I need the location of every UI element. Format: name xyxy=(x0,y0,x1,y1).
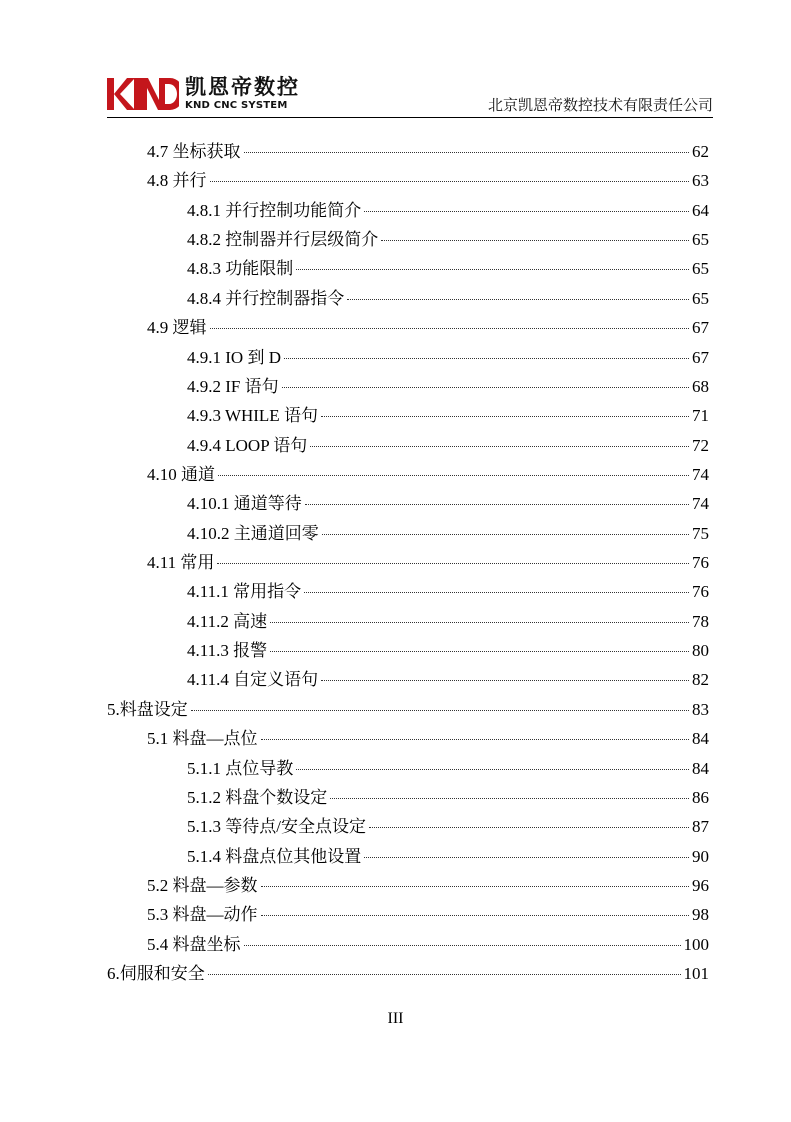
toc-entry-title: 5.1.2 料盘个数设定 xyxy=(187,787,328,807)
toc-entry-title: 4.9.2 IF 语句 xyxy=(187,376,279,396)
toc-entry-page: 71 xyxy=(692,406,709,426)
toc-entry[interactable] xyxy=(107,577,709,606)
toc-entry[interactable] xyxy=(107,900,709,929)
toc-dot-leader xyxy=(210,328,690,329)
toc-entry[interactable] xyxy=(107,372,709,401)
toc-dot-leader xyxy=(310,446,689,447)
toc-entry-title: 4.11.2 高速 xyxy=(187,611,268,631)
toc-entry[interactable] xyxy=(107,783,709,812)
toc-entry-page: 63 xyxy=(692,171,709,191)
toc-entry-title: 4.8.2 控制器并行层级简介 xyxy=(187,230,379,250)
toc-entry[interactable] xyxy=(107,930,709,959)
toc-entry-page: 68 xyxy=(692,376,709,396)
toc-dot-leader xyxy=(244,945,681,946)
toc-entry[interactable] xyxy=(107,548,709,577)
toc-entry-page: 82 xyxy=(692,670,709,690)
toc-entry-title: 4.10 通道 xyxy=(147,464,215,484)
toc-entry[interactable] xyxy=(107,225,709,254)
toc-entry-page: 75 xyxy=(692,523,709,543)
toc-entry[interactable] xyxy=(107,489,709,518)
toc-entry-page: 64 xyxy=(692,200,709,220)
header-divider xyxy=(107,117,713,118)
toc-dot-leader xyxy=(282,387,689,388)
toc-entry[interactable] xyxy=(107,196,709,225)
toc-dot-leader xyxy=(381,240,689,241)
toc-entry-page: 65 xyxy=(692,230,709,250)
toc-entry-title: 4.8.3 功能限制 xyxy=(187,259,294,279)
toc-dot-leader xyxy=(296,769,689,770)
toc-entry-page: 62 xyxy=(692,142,709,161)
toc-entry-title: 6.伺服和安全 xyxy=(107,964,205,984)
toc-entry[interactable] xyxy=(107,665,709,694)
toc-dot-leader xyxy=(191,710,689,711)
toc-entry-page: 72 xyxy=(692,435,709,455)
toc-entry-page: 83 xyxy=(692,699,709,719)
toc-entry-page: 67 xyxy=(692,347,709,367)
toc-entry-title: 4.8.4 并行控制器指令 xyxy=(187,288,345,308)
toc-dot-leader xyxy=(208,974,681,975)
toc-entry-title: 4.8 并行 xyxy=(147,171,207,191)
page-number: III xyxy=(387,1010,404,1027)
toc-dot-leader xyxy=(296,269,689,270)
toc-dot-leader xyxy=(321,416,689,417)
toc-entry[interactable] xyxy=(107,607,709,636)
toc-entry-title: 4.11 常用 xyxy=(147,553,215,573)
toc-entry[interactable] xyxy=(107,460,709,489)
toc-entry-title: 4.9 逻辑 xyxy=(147,318,207,338)
toc-dot-leader xyxy=(304,592,689,593)
toc-entry-title: 4.11.4 自定义语句 xyxy=(187,670,319,690)
toc-entry-page: 76 xyxy=(692,553,709,573)
page-header xyxy=(107,70,713,120)
toc-entry[interactable] xyxy=(107,137,709,166)
toc-entry-page: 101 xyxy=(683,964,709,984)
toc-entry[interactable] xyxy=(107,812,709,841)
knd-logo-icon xyxy=(107,76,179,112)
toc-entry-page: 84 xyxy=(692,729,709,749)
toc-entry-page: 65 xyxy=(692,259,709,279)
toc-entry-page: 84 xyxy=(692,758,709,778)
toc-dot-leader xyxy=(321,680,689,681)
toc-dot-leader xyxy=(217,563,689,564)
toc-entry-page: 87 xyxy=(692,817,709,837)
toc-dot-leader xyxy=(330,798,689,799)
toc-entry[interactable] xyxy=(107,695,709,724)
toc-entry-title: 4.11.3 报警 xyxy=(187,641,268,661)
toc-dot-leader xyxy=(210,181,690,182)
toc-dot-leader xyxy=(244,152,690,153)
toc-dot-leader xyxy=(369,827,689,828)
toc-entry-title: 5.1 料盘—点位 xyxy=(147,729,258,749)
toc-entry[interactable] xyxy=(107,431,709,460)
toc-entry-title: 4.10.1 通道等待 xyxy=(187,494,302,514)
toc-entry-page: 74 xyxy=(692,494,709,514)
toc-entry-title: 4.9.3 WHILE 语句 xyxy=(187,406,318,426)
toc-entry[interactable] xyxy=(107,401,709,430)
toc-dot-leader xyxy=(218,475,689,476)
toc-dot-leader xyxy=(261,739,690,740)
toc-entry-title: 5.1.4 料盘点位其他设置 xyxy=(187,846,362,866)
toc-entry-page: 80 xyxy=(692,641,709,661)
toc-entry[interactable] xyxy=(107,284,709,313)
toc-entry-title: 5.1.3 等待点/安全点设定 xyxy=(187,817,366,837)
toc-dot-leader xyxy=(347,299,689,300)
toc-entry-title: 4.9.1 IO 到 D xyxy=(187,347,281,367)
toc-entry[interactable] xyxy=(107,636,709,665)
toc-entry[interactable] xyxy=(107,166,709,195)
toc-entry-page: 67 xyxy=(692,318,709,338)
toc-dot-leader xyxy=(261,915,690,916)
company-logo xyxy=(107,76,300,112)
toc-dot-leader xyxy=(305,504,689,505)
toc-entry-page: 90 xyxy=(692,846,709,866)
toc-entry-page: 96 xyxy=(692,875,709,895)
toc-entry-title: 5.1.1 点位导教 xyxy=(187,758,294,778)
toc-entry-page: 100 xyxy=(683,934,709,954)
toc-dot-leader xyxy=(261,886,690,887)
toc-entry-page: 74 xyxy=(692,464,709,484)
toc-entry[interactable] xyxy=(107,724,709,753)
toc-entry-page: 76 xyxy=(692,582,709,602)
toc-entry-title: 4.8.1 并行控制功能简介 xyxy=(187,200,362,220)
toc-entry-page: 86 xyxy=(692,787,709,807)
toc-entry[interactable] xyxy=(107,254,709,283)
toc-entry-page: 65 xyxy=(692,288,709,308)
toc-entry-page: 98 xyxy=(692,905,709,925)
toc-entry-title: 5.3 料盘—动作 xyxy=(147,905,258,925)
logo-name-en: KND CNC SYSTEM xyxy=(185,100,288,111)
toc-dot-leader xyxy=(270,651,689,652)
toc-dot-leader xyxy=(322,534,689,535)
toc-entry[interactable] xyxy=(107,313,709,342)
toc-entry-title: 5.4 料盘坐标 xyxy=(147,934,241,954)
toc-entry[interactable] xyxy=(107,754,709,783)
toc-dot-leader xyxy=(364,211,689,212)
toc-dot-leader xyxy=(284,358,689,359)
toc-entry[interactable] xyxy=(107,519,709,548)
toc-dot-leader xyxy=(364,857,689,858)
toc-entry[interactable] xyxy=(107,871,709,900)
toc-entry-title: 4.9.4 LOOP 语句 xyxy=(187,435,308,455)
toc-entry-title: 5.料盘设定 xyxy=(107,699,188,719)
logo-name-cn: 凯恩帝数控 xyxy=(185,75,300,99)
toc-entry-page: 78 xyxy=(692,611,709,631)
company-name: 北京凯恩帝数控技术有限责任公司 xyxy=(487,96,713,114)
toc-entry[interactable] xyxy=(107,343,709,372)
toc-entry-title: 4.10.2 主通道回零 xyxy=(187,523,319,543)
toc-entry[interactable] xyxy=(107,959,709,988)
toc-entry-title: 5.2 料盘—参数 xyxy=(147,875,258,895)
toc-dot-leader xyxy=(270,622,689,623)
table-of-contents xyxy=(107,137,709,988)
toc-entry-title: 4.11.1 常用指令 xyxy=(187,582,302,602)
toc-entry[interactable] xyxy=(107,842,709,871)
toc-entry-title: 4.7 坐标获取 xyxy=(147,142,241,161)
